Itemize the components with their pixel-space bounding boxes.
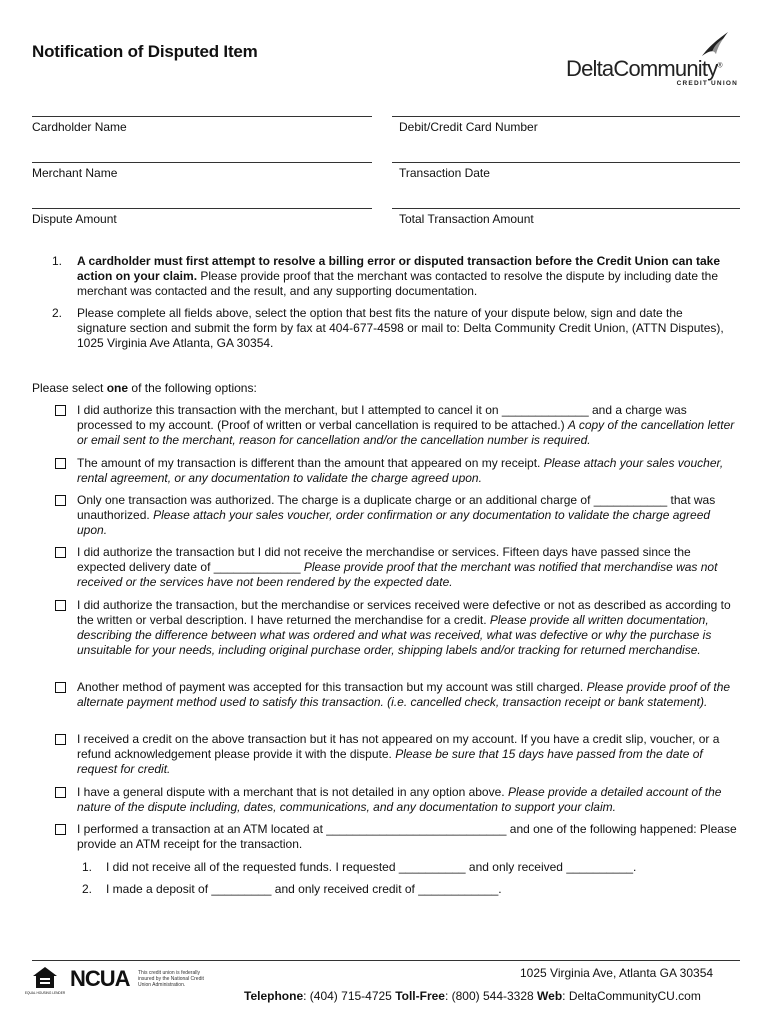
option-checkbox[interactable] (55, 682, 66, 693)
equal-housing-lender-icon (24, 966, 66, 996)
ncua-logo: NCUA (70, 966, 130, 991)
field-label: Transaction Date (399, 166, 490, 180)
logo-subtitle: CREDIT UNION (676, 80, 738, 87)
transaction-date-field[interactable] (392, 162, 740, 182)
option-checkbox[interactable] (55, 547, 66, 558)
dispute-form-page: Notification of Disputed Item DeltaCommunity® CREDIT UNION Cardholder Name Debit/Credit Card Number Merchant Name Transaction Date Dispute Amount Total Transaction Amount 1. A cardholder must first attempt to resolve a billing error or disputed transaction before the Credit Union can take action on your claim. Please provide proof that the merchant was contacted to resolve the dispute by including date the merchant was contacted and the result, and any supporting documentation. 2. Please complete all fields above, select the option that best fits the nature of your dispute below, sign and date the signature section and submit the form by fax at 404-677-4598 or mail to: Delta Community Credit Union, (ATTN Disputes), 1025 Virginia Ave Atlanta, GA 30354. Please select one of the following options: I did authorize this transaction with the merchant, but I attempted to cancel it on _____________ and a charge was processed to my account. (Proof of written or verbal cancellation is required to be attached.) A copy of the cancellation letter or email sent to the merchant, reason for cancellation and/or the cancellation number is required. The amount of my transaction is different than the amount that appeared on my receipt. Please attach your sales voucher, rental agreement, or any documentation to validate the charge agreed upon. Only one transaction was authorized. The charge is a duplicate charge or an additional charge of ___________ that was unauthorized. Please attach your sales voucher, order confirmation or any documentation to validate the charge agreed upon. I did authorize the transaction but I did not receive the merchandise or services. Fifteen days have passed since the expected delivery date of _____________ Please provide proof that the merchant was notified that merchandise was not received or the services have not been rendered by the expected date. I did authorize the transaction, but the merchandise or services received were defective or not as described as according to the written or verbal description. I have returned the merchandise for a credit. Please provide all written documentation, describing the difference between what was ordered and what was received, what was defective or why the purchase is unsuitable for your needs, including original purchase order, shipping labels and/or tracking for returned merchandise. Another method of payment was accepted for this transaction but my account was still charged. Please provide proof of the alternate payment method used to satisfy this transaction. (i.e. cancelled check, transaction receipt or bank statement). I received a credit on the above transaction but it has not appeared on my account. If you have a credit slip, voucher, or a refund acknowledgement please provide it with the dispute. Please be sure that 15 days have passed from the date of request for credit. I have a general dispute with a merchant that is not detailed in any option above. Please provide a detailed account of the nature of the dispute including, dates, communications, and any documentation to support your claim. I performed a transaction at an ATM located at ___________________________ and one of the following happened: Please provide an ATM receipt for the transaction. 1. I did not receive all of the requested funds. I requested __________ and only received __________. 2. I made a deposit of _________ and only received credit of ____________. EQUAL HOUSING LENDER NCUA This credit union is federally insured by the National Credit Union Administration. 1025 Virginia Ave, Atlanta GA 30354 Telephone: (404) 715-4725 Toll-Free: (800) 544-3328 Web: DeltaCommunityCU.com (0, 0, 770, 1024)
option-checkbox[interactable] (55, 787, 66, 798)
delta-community-logo (566, 30, 746, 90)
field-label: Merchant Name (32, 166, 118, 180)
ncua-note: This credit union is federally insured by the National Credit Union Administration. (138, 970, 204, 988)
field-label: Total Transaction Amount (399, 212, 534, 226)
field-label: Debit/Credit Card Number (399, 120, 538, 134)
website-link[interactable]: : DeltaCommunityCU.com (562, 989, 701, 1003)
option-checkbox[interactable] (55, 458, 66, 469)
footer-address: 1025 Virginia Ave, Atlanta GA 30354 (520, 966, 714, 980)
option-checkbox[interactable] (55, 600, 66, 611)
page-title: Notification of Disputed Item (32, 42, 258, 61)
footer-contact: Telephone: (404) 715-4725 Toll-Free: (800) 544-3328 Web: DeltaCommunityCU.com (244, 989, 701, 1003)
dispute-amount-field[interactable] (32, 208, 372, 228)
option-checkbox[interactable] (55, 405, 66, 416)
option-checkbox[interactable] (55, 734, 66, 745)
cardholder-name-field[interactable] (32, 116, 372, 136)
option-checkbox[interactable] (55, 495, 66, 506)
logo-wordmark: DeltaCommunity® (566, 56, 722, 81)
field-label: Cardholder Name (32, 120, 127, 134)
options-intro: Please select one of the following options: (32, 381, 257, 395)
option-checkbox[interactable] (55, 824, 66, 835)
field-label: Dispute Amount (32, 212, 117, 226)
svg-text:EQUAL HOUSING LENDER: EQUAL HOUSING LENDER (24, 991, 66, 995)
merchant-name-field[interactable] (32, 162, 372, 182)
card-number-field[interactable] (392, 116, 740, 136)
footer-divider (32, 960, 740, 961)
total-transaction-amount-field[interactable] (392, 208, 740, 228)
